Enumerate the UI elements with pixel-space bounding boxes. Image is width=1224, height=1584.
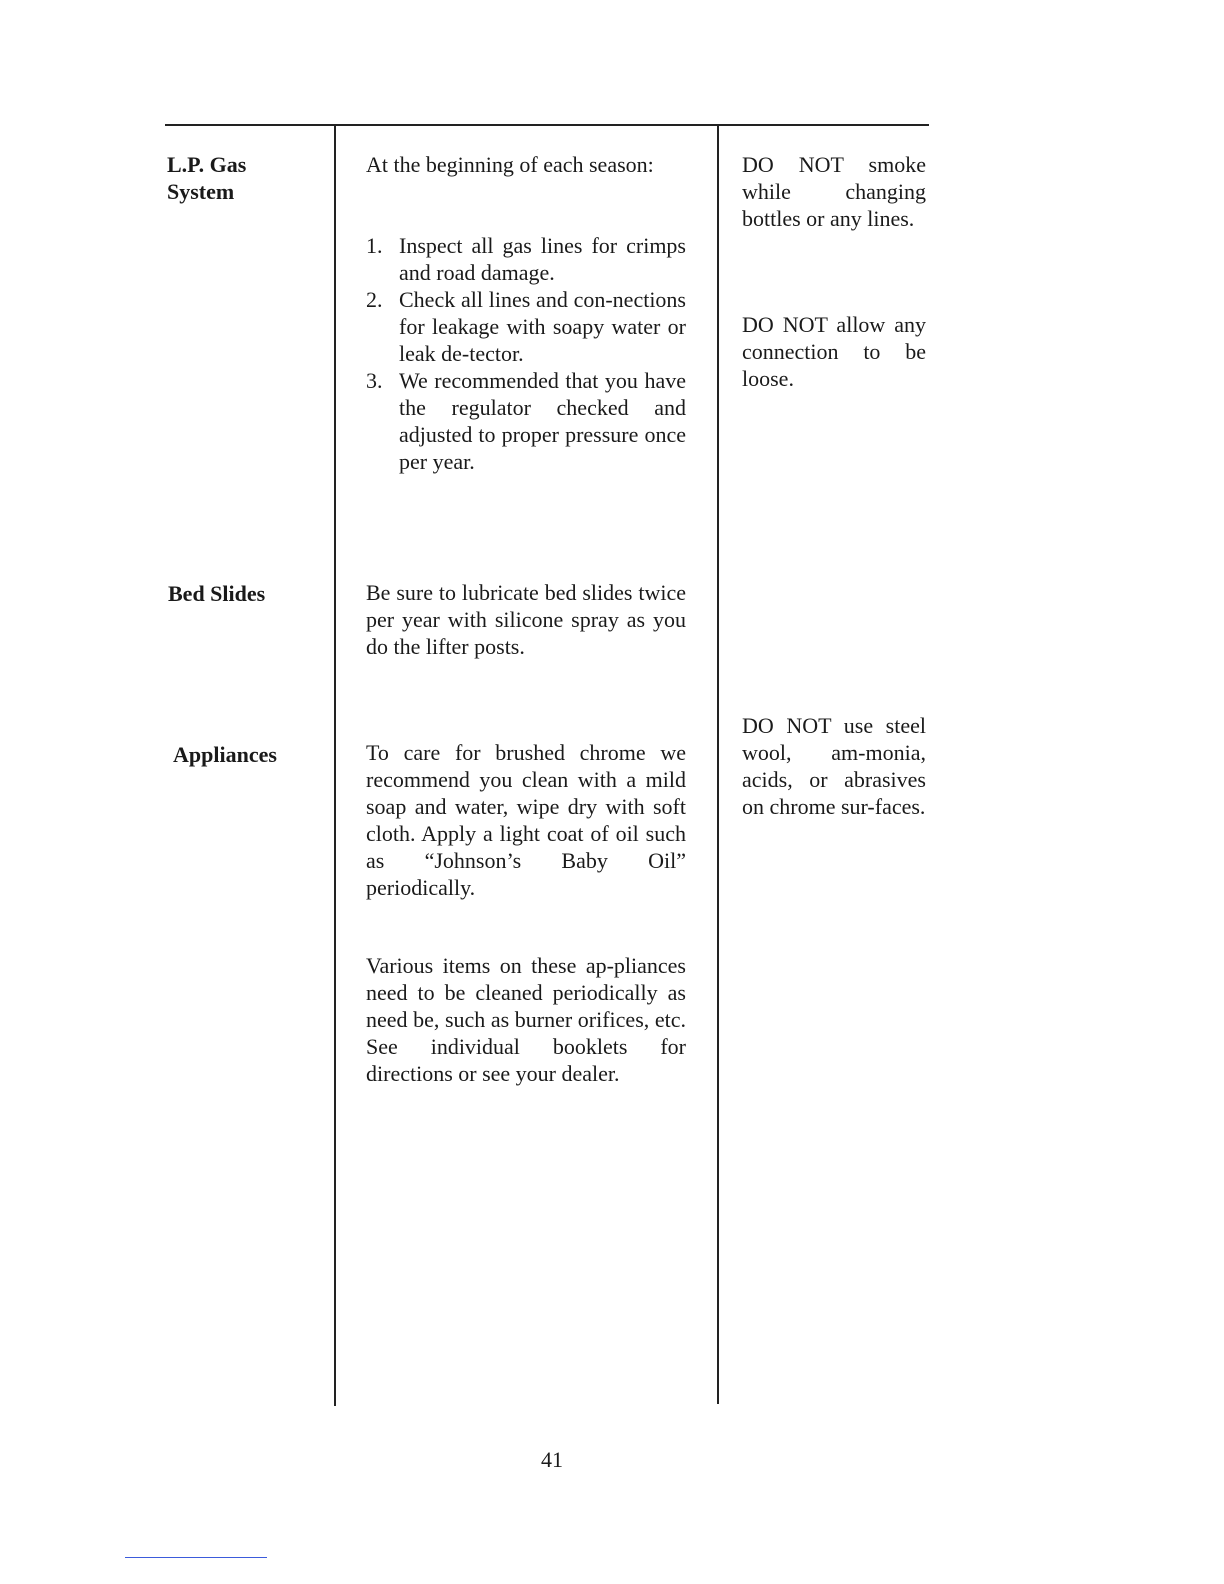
column-divider-right	[717, 124, 719, 1404]
lp-gas-intro: At the beginning of each season:	[366, 152, 654, 177]
table-top-rule	[165, 124, 929, 126]
step-number: 1.	[366, 233, 383, 258]
appliances-cleaning: Various items on these ap-pliances need to be cleaned periodically as need be, such as burner orifices, etc. See individual booklets for directions or see your dealer.	[366, 953, 686, 1086]
heading-line: System	[167, 179, 235, 204]
warning-no-smoking: DO NOT smoke while changing bottles or any lines.	[742, 152, 926, 231]
warning-connections: DO NOT allow any connection to be loose.	[742, 312, 926, 391]
list-item	[366, 286, 686, 367]
step-text: We recommended that you have the regulator checked and adjusted to proper pressure once per year.	[399, 368, 686, 474]
page-number: 41	[541, 1447, 563, 1472]
lp-gas-steps-list	[366, 232, 686, 475]
appliances-chrome-care: To care for brushed chrome we recommend you clean with a mild soap and water, wipe dry with soft cloth. Apply a light coat of oil such as “Johnson’s Baby Oil” periodically.	[366, 740, 686, 900]
heading-appliances: Appliances	[173, 742, 277, 767]
step-text: Inspect all gas lines for crimps and road damage.	[399, 233, 686, 285]
footer-link-underline	[125, 1557, 267, 1558]
list-item	[366, 232, 686, 286]
bed-slides-text: Be sure to lubricate bed slides twice per year with silicone spray as you do the lifter posts.	[366, 580, 686, 659]
list-item	[366, 367, 686, 475]
warning-chrome-surfaces: DO NOT use steel wool, am-monia, acids, or abrasives on chrome sur-faces.	[742, 713, 926, 819]
heading-line: L.P. Gas	[167, 152, 247, 177]
column-divider-left	[334, 124, 336, 1406]
heading-lp-gas-system	[167, 151, 246, 205]
heading-bed-slides: Bed Slides	[168, 581, 266, 606]
step-number: 2.	[366, 287, 383, 312]
step-number: 3.	[366, 368, 383, 393]
step-text: Check all lines and con-nections for leakage with soapy water or leak de-tector.	[399, 287, 686, 366]
